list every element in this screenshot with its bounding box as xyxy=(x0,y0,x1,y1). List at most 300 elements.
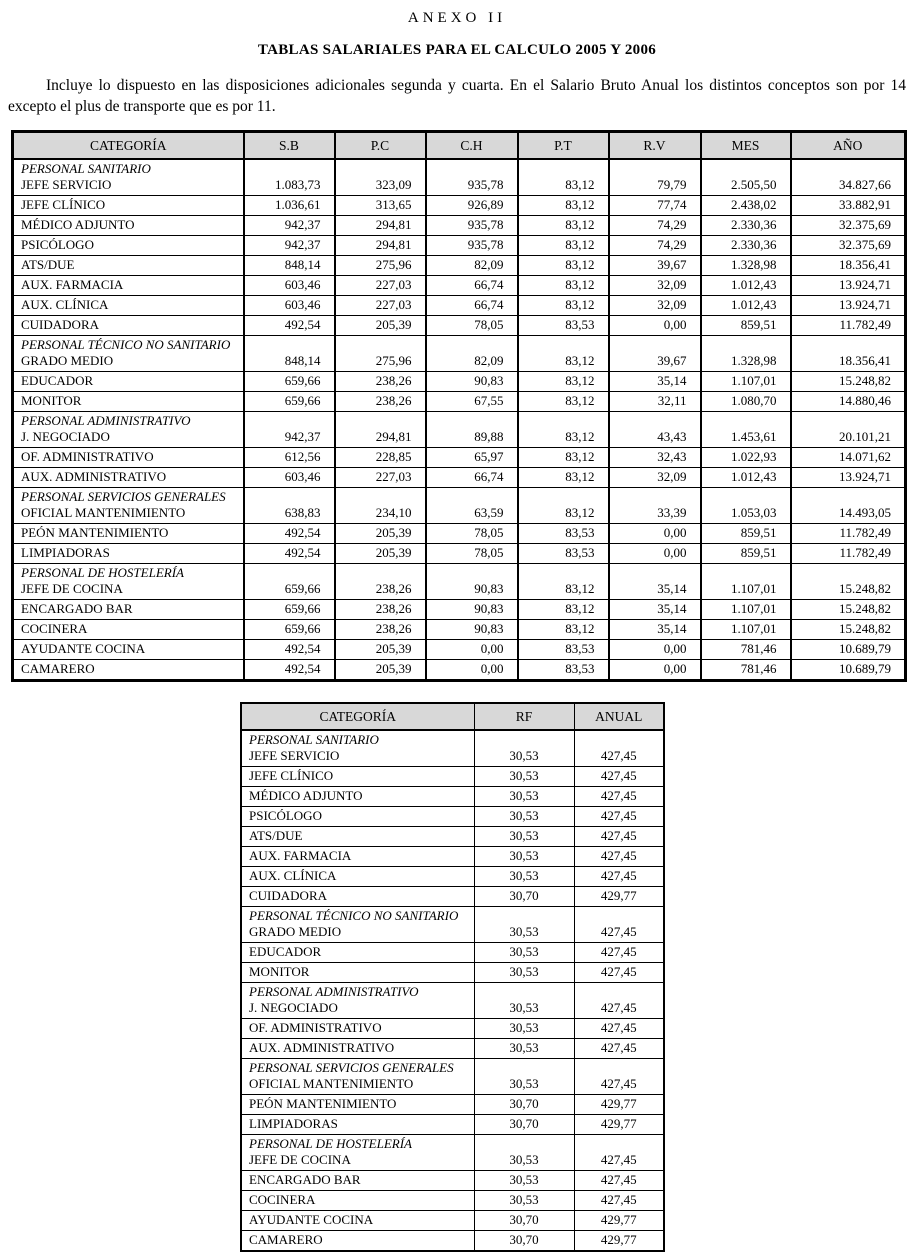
table-row xyxy=(241,1059,664,1095)
column-header: MES xyxy=(701,132,791,160)
category-label: MÉDICO ADJUNTO xyxy=(249,788,363,803)
category-label: LIMPIADORAS xyxy=(249,1116,338,1131)
category-label: EDUCADOR xyxy=(249,944,322,959)
category-cell xyxy=(241,963,474,983)
value-cell: 859,51 xyxy=(701,524,791,544)
value-cell: 30,53 xyxy=(474,1135,574,1171)
table-row xyxy=(13,196,906,216)
value-cell: 32.375,69 xyxy=(791,236,906,256)
value-cell: 32,09 xyxy=(609,468,701,488)
category-label: EDUCADOR xyxy=(21,373,94,388)
category-cell xyxy=(13,620,244,640)
value-cell: 427,45 xyxy=(574,730,664,767)
value-cell: 30,53 xyxy=(474,1039,574,1059)
category-cell xyxy=(241,1191,474,1211)
category-cell xyxy=(241,983,474,1019)
value-cell: 83,12 xyxy=(518,216,609,236)
value-cell: 427,45 xyxy=(574,827,664,847)
value-cell: 427,45 xyxy=(574,867,664,887)
value-cell: 492,54 xyxy=(244,660,335,681)
category-cell xyxy=(13,600,244,620)
category-cell xyxy=(241,827,474,847)
value-cell: 32,09 xyxy=(609,276,701,296)
value-cell: 942,37 xyxy=(244,412,335,448)
value-cell: 1.012,43 xyxy=(701,468,791,488)
value-cell: 1.053,03 xyxy=(701,488,791,524)
value-cell: 83,12 xyxy=(518,564,609,600)
category-label: OFICIAL MANTENIMIENTO xyxy=(249,1076,414,1091)
value-cell: 90,83 xyxy=(426,600,518,620)
category-label: AUX. CLÍNICA xyxy=(21,297,109,312)
table-row xyxy=(241,827,664,847)
category-label: CAMARERO xyxy=(249,1232,323,1247)
category-cell xyxy=(13,468,244,488)
value-cell: 14.493,05 xyxy=(791,488,906,524)
table-row xyxy=(241,867,664,887)
category-label: ATS/DUE xyxy=(249,828,303,843)
category-label: MÉDICO ADJUNTO xyxy=(21,217,135,232)
value-cell: 74,29 xyxy=(609,216,701,236)
value-cell: 942,37 xyxy=(244,216,335,236)
category-cell xyxy=(241,1059,474,1095)
value-cell: 18.356,41 xyxy=(791,336,906,372)
value-cell: 83,12 xyxy=(518,392,609,412)
value-cell: 427,45 xyxy=(574,1039,664,1059)
value-cell: 90,83 xyxy=(426,564,518,600)
category-label: AUX. FARMACIA xyxy=(21,277,124,292)
category-cell xyxy=(13,524,244,544)
value-cell: 30,53 xyxy=(474,963,574,983)
category-cell xyxy=(241,1171,474,1191)
value-cell: 227,03 xyxy=(335,468,426,488)
column-header: C.H xyxy=(426,132,518,160)
value-cell: 83,12 xyxy=(518,600,609,620)
section-label: PERSONAL TÉCNICO NO SANITARIO xyxy=(249,908,459,923)
category-cell xyxy=(241,787,474,807)
value-cell: 429,77 xyxy=(574,887,664,907)
category-label: JEFE DE COCINA xyxy=(21,581,123,596)
category-cell xyxy=(241,730,474,767)
category-cell xyxy=(13,448,244,468)
table-row xyxy=(13,159,906,196)
category-label: JEFE DE COCINA xyxy=(249,1152,351,1167)
section-label: PERSONAL TÉCNICO NO SANITARIO xyxy=(21,337,231,352)
value-cell: 77,74 xyxy=(609,196,701,216)
table-row xyxy=(241,787,664,807)
category-label: JEFE CLÍNICO xyxy=(249,768,334,783)
value-cell: 14.880,46 xyxy=(791,392,906,412)
value-cell: 83,53 xyxy=(518,660,609,681)
value-cell: 11.782,49 xyxy=(791,316,906,336)
category-cell xyxy=(241,847,474,867)
rf-table xyxy=(240,702,665,1252)
value-cell: 238,26 xyxy=(335,564,426,600)
value-cell: 30,53 xyxy=(474,847,574,867)
category-cell xyxy=(13,196,244,216)
value-cell: 83,12 xyxy=(518,488,609,524)
category-cell xyxy=(13,392,244,412)
table-row xyxy=(13,544,906,564)
value-cell: 659,66 xyxy=(244,564,335,600)
value-cell: 427,45 xyxy=(574,847,664,867)
category-label: OF. ADMINISTRATIVO xyxy=(249,1020,382,1035)
table-row xyxy=(241,1095,664,1115)
category-cell xyxy=(13,336,244,372)
value-cell: 492,54 xyxy=(244,640,335,660)
value-cell: 83,53 xyxy=(518,316,609,336)
value-cell: 83,12 xyxy=(518,372,609,392)
value-cell: 32,11 xyxy=(609,392,701,412)
value-cell: 30,53 xyxy=(474,1191,574,1211)
value-cell: 83,12 xyxy=(518,159,609,196)
table-row xyxy=(13,600,906,620)
column-header: S.B xyxy=(244,132,335,160)
value-cell: 13.924,71 xyxy=(791,296,906,316)
value-cell: 238,26 xyxy=(335,392,426,412)
table-row xyxy=(241,1231,664,1252)
value-cell: 1.012,43 xyxy=(701,296,791,316)
value-cell: 205,39 xyxy=(335,640,426,660)
value-cell: 0,00 xyxy=(609,524,701,544)
table-row xyxy=(241,1171,664,1191)
category-cell xyxy=(13,372,244,392)
value-cell: 1.107,01 xyxy=(701,620,791,640)
value-cell: 205,39 xyxy=(335,316,426,336)
value-cell: 78,05 xyxy=(426,316,518,336)
category-cell xyxy=(241,807,474,827)
table-row xyxy=(241,730,664,767)
value-cell: 83,12 xyxy=(518,620,609,640)
table-row xyxy=(13,412,906,448)
table-row xyxy=(241,807,664,827)
category-cell xyxy=(241,907,474,943)
category-label: GRADO MEDIO xyxy=(21,353,114,368)
category-label: AUX. FARMACIA xyxy=(249,848,352,863)
category-label: AYUDANTE COCINA xyxy=(249,1212,374,1227)
table-row xyxy=(13,488,906,524)
value-cell: 238,26 xyxy=(335,372,426,392)
value-cell: 30,53 xyxy=(474,1059,574,1095)
value-cell: 0,00 xyxy=(426,660,518,681)
section-label: PERSONAL ADMINISTRATIVO xyxy=(249,984,419,999)
value-cell: 74,29 xyxy=(609,236,701,256)
category-cell xyxy=(241,943,474,963)
category-label: PSICÓLOGO xyxy=(21,237,94,252)
category-cell xyxy=(13,640,244,660)
value-cell: 89,88 xyxy=(426,412,518,448)
category-label: PEÓN MANTENIMIENTO xyxy=(21,525,169,540)
value-cell: 275,96 xyxy=(335,336,426,372)
value-cell: 2.330,36 xyxy=(701,236,791,256)
category-label: AUX. CLÍNICA xyxy=(249,868,337,883)
value-cell: 63,59 xyxy=(426,488,518,524)
value-cell: 0,00 xyxy=(609,316,701,336)
table-row xyxy=(241,847,664,867)
category-cell xyxy=(241,867,474,887)
value-cell: 492,54 xyxy=(244,524,335,544)
section-label: PERSONAL SERVICIOS GENERALES xyxy=(21,489,226,504)
value-cell: 83,12 xyxy=(518,336,609,372)
value-cell: 612,56 xyxy=(244,448,335,468)
section-label: PERSONAL SERVICIOS GENERALES xyxy=(249,1060,454,1075)
column-header: CATEGORÍA xyxy=(13,132,244,160)
table-row xyxy=(13,296,906,316)
value-cell: 227,03 xyxy=(335,276,426,296)
value-cell: 1.453,61 xyxy=(701,412,791,448)
table-row xyxy=(241,767,664,787)
value-cell: 1.036,61 xyxy=(244,196,335,216)
value-cell: 30,53 xyxy=(474,1019,574,1039)
value-cell: 67,55 xyxy=(426,392,518,412)
value-cell: 32,43 xyxy=(609,448,701,468)
value-cell: 0,00 xyxy=(609,544,701,564)
category-label: JEFE CLÍNICO xyxy=(21,197,106,212)
value-cell: 83,12 xyxy=(518,256,609,276)
table-row xyxy=(13,216,906,236)
value-cell: 427,45 xyxy=(574,963,664,983)
table-row xyxy=(13,316,906,336)
value-cell: 926,89 xyxy=(426,196,518,216)
value-cell: 0,00 xyxy=(609,660,701,681)
category-label: GRADO MEDIO xyxy=(249,924,342,939)
value-cell: 15.248,82 xyxy=(791,600,906,620)
value-cell: 83,12 xyxy=(518,296,609,316)
category-cell xyxy=(13,216,244,236)
value-cell: 32,09 xyxy=(609,296,701,316)
value-cell: 83,53 xyxy=(518,524,609,544)
table-row xyxy=(241,907,664,943)
table-row xyxy=(13,392,906,412)
value-cell: 427,45 xyxy=(574,1135,664,1171)
value-cell: 33.882,91 xyxy=(791,196,906,216)
table-row xyxy=(241,1019,664,1039)
value-cell: 32.375,69 xyxy=(791,216,906,236)
value-cell: 429,77 xyxy=(574,1211,664,1231)
category-label: AYUDANTE COCINA xyxy=(21,641,146,656)
value-cell: 935,78 xyxy=(426,216,518,236)
value-cell: 275,96 xyxy=(335,256,426,276)
value-cell: 603,46 xyxy=(244,468,335,488)
value-cell: 83,53 xyxy=(518,640,609,660)
table-row xyxy=(13,620,906,640)
value-cell: 30,70 xyxy=(474,1095,574,1115)
value-cell: 659,66 xyxy=(244,620,335,640)
value-cell: 429,77 xyxy=(574,1095,664,1115)
value-cell: 1.012,43 xyxy=(701,276,791,296)
value-cell: 13.924,71 xyxy=(791,468,906,488)
value-cell: 83,53 xyxy=(518,544,609,564)
value-cell: 30,53 xyxy=(474,867,574,887)
category-label: AUX. ADMINISTRATIVO xyxy=(21,469,167,484)
category-cell xyxy=(241,1095,474,1115)
value-cell: 30,53 xyxy=(474,767,574,787)
column-header: ANUAL xyxy=(574,703,664,730)
value-cell: 30,53 xyxy=(474,983,574,1019)
value-cell: 66,74 xyxy=(426,276,518,296)
value-cell: 427,45 xyxy=(574,943,664,963)
value-cell: 1.107,01 xyxy=(701,372,791,392)
category-cell xyxy=(13,256,244,276)
category-label: MONITOR xyxy=(249,964,310,979)
category-label: COCINERA xyxy=(249,1192,316,1207)
category-label: ATS/DUE xyxy=(21,257,75,272)
value-cell: 11.782,49 xyxy=(791,544,906,564)
value-cell: 82,09 xyxy=(426,336,518,372)
value-cell: 83,12 xyxy=(518,412,609,448)
value-cell: 35,14 xyxy=(609,620,701,640)
value-cell: 935,78 xyxy=(426,236,518,256)
value-cell: 30,70 xyxy=(474,1231,574,1252)
value-cell: 0,00 xyxy=(609,640,701,660)
value-cell: 15.248,82 xyxy=(791,372,906,392)
value-cell: 228,85 xyxy=(335,448,426,468)
value-cell: 2.438,02 xyxy=(701,196,791,216)
value-cell: 848,14 xyxy=(244,256,335,276)
category-cell xyxy=(13,296,244,316)
table-row xyxy=(13,564,906,600)
column-header: R.V xyxy=(609,132,701,160)
value-cell: 313,65 xyxy=(335,196,426,216)
annex-title: ANEXO II xyxy=(407,10,507,26)
value-cell: 603,46 xyxy=(244,276,335,296)
value-cell: 294,81 xyxy=(335,216,426,236)
value-cell: 1.107,01 xyxy=(701,600,791,620)
section-label: PERSONAL DE HOSTELERÍA xyxy=(249,1136,412,1151)
value-cell: 90,83 xyxy=(426,372,518,392)
category-label: PEÓN MANTENIMIENTO xyxy=(249,1096,397,1111)
category-cell xyxy=(13,412,244,448)
section-label: PERSONAL DE HOSTELERÍA xyxy=(21,565,184,580)
value-cell: 638,83 xyxy=(244,488,335,524)
value-cell: 781,46 xyxy=(701,640,791,660)
value-cell: 1.328,98 xyxy=(701,256,791,276)
value-cell: 66,74 xyxy=(426,468,518,488)
category-label: J. NEGOCIADO xyxy=(21,429,110,444)
column-header: AÑO xyxy=(791,132,906,160)
value-cell: 30,53 xyxy=(474,730,574,767)
value-cell: 427,45 xyxy=(574,787,664,807)
value-cell: 30,70 xyxy=(474,887,574,907)
category-label: JEFE SERVICIO xyxy=(249,748,340,763)
document-page xyxy=(0,10,914,1247)
table-row xyxy=(241,1211,664,1231)
value-cell: 90,83 xyxy=(426,620,518,640)
value-cell: 30,53 xyxy=(474,787,574,807)
value-cell: 294,81 xyxy=(335,236,426,256)
category-label: CAMARERO xyxy=(21,661,95,676)
table-row xyxy=(241,983,664,1019)
value-cell: 2.330,36 xyxy=(701,216,791,236)
category-cell xyxy=(241,887,474,907)
value-cell: 20.101,21 xyxy=(791,412,906,448)
value-cell: 83,12 xyxy=(518,276,609,296)
category-cell xyxy=(241,767,474,787)
value-cell: 227,03 xyxy=(335,296,426,316)
category-label: ENCARGADO BAR xyxy=(21,601,133,616)
category-cell xyxy=(13,660,244,681)
category-cell xyxy=(13,276,244,296)
value-cell: 427,45 xyxy=(574,1019,664,1039)
value-cell: 659,66 xyxy=(244,372,335,392)
value-cell: 234,10 xyxy=(335,488,426,524)
category-label: COCINERA xyxy=(21,621,88,636)
value-cell: 238,26 xyxy=(335,600,426,620)
table-row xyxy=(241,1135,664,1171)
value-cell: 30,70 xyxy=(474,1115,574,1135)
value-cell: 238,26 xyxy=(335,620,426,640)
salary-table-header-row xyxy=(13,132,906,160)
value-cell: 0,00 xyxy=(426,640,518,660)
intro-paragraph: Incluye lo dispuesto en las disposiciones adicionales segunda y cuarta. En el Salario Bruto Anual los distintos conceptos son por 14 excepto el plus de transporte que es por 11. xyxy=(8,77,906,115)
value-cell: 659,66 xyxy=(244,600,335,620)
value-cell: 35,14 xyxy=(609,372,701,392)
section-label: PERSONAL SANITARIO xyxy=(21,161,151,176)
category-cell xyxy=(241,1115,474,1135)
category-label: LIMPIADORAS xyxy=(21,545,110,560)
category-label: AUX. ADMINISTRATIVO xyxy=(249,1040,395,1055)
value-cell: 492,54 xyxy=(244,316,335,336)
category-label: OF. ADMINISTRATIVO xyxy=(21,449,154,464)
table-row xyxy=(241,1191,664,1211)
table-row xyxy=(13,256,906,276)
value-cell: 427,45 xyxy=(574,807,664,827)
category-cell xyxy=(13,159,244,196)
value-cell: 1.083,73 xyxy=(244,159,335,196)
table-row xyxy=(241,963,664,983)
value-cell: 15.248,82 xyxy=(791,620,906,640)
value-cell: 1.328,98 xyxy=(701,336,791,372)
table-row xyxy=(13,372,906,392)
column-header: P.C xyxy=(335,132,426,160)
table-row xyxy=(241,943,664,963)
value-cell: 33,39 xyxy=(609,488,701,524)
value-cell: 427,45 xyxy=(574,1171,664,1191)
value-cell: 294,81 xyxy=(335,412,426,448)
value-cell: 35,14 xyxy=(609,564,701,600)
value-cell: 78,05 xyxy=(426,524,518,544)
document-subtitle: TABLAS SALARIALES PARA EL CALCULO 2005 Y 2006 xyxy=(257,42,657,58)
category-cell xyxy=(241,1135,474,1171)
value-cell: 83,12 xyxy=(518,236,609,256)
category-cell xyxy=(13,544,244,564)
value-cell: 859,51 xyxy=(701,544,791,564)
value-cell: 1.107,01 xyxy=(701,564,791,600)
value-cell: 78,05 xyxy=(426,544,518,564)
table-row xyxy=(13,448,906,468)
table-row xyxy=(241,1115,664,1135)
value-cell: 603,46 xyxy=(244,296,335,316)
category-label: ENCARGADO BAR xyxy=(249,1172,361,1187)
value-cell: 43,43 xyxy=(609,412,701,448)
column-header: CATEGORÍA xyxy=(241,703,474,730)
category-cell xyxy=(241,1019,474,1039)
column-header: RF xyxy=(474,703,574,730)
value-cell: 942,37 xyxy=(244,236,335,256)
category-cell xyxy=(241,1231,474,1252)
value-cell: 15.248,82 xyxy=(791,564,906,600)
value-cell: 35,14 xyxy=(609,600,701,620)
category-cell xyxy=(241,1211,474,1231)
value-cell: 14.071,62 xyxy=(791,448,906,468)
value-cell: 30,53 xyxy=(474,807,574,827)
value-cell: 205,39 xyxy=(335,660,426,681)
category-cell xyxy=(241,1039,474,1059)
value-cell: 30,53 xyxy=(474,827,574,847)
value-cell: 429,77 xyxy=(574,1231,664,1252)
value-cell: 30,53 xyxy=(474,943,574,963)
category-label: J. NEGOCIADO xyxy=(249,1000,338,1015)
category-cell xyxy=(13,316,244,336)
